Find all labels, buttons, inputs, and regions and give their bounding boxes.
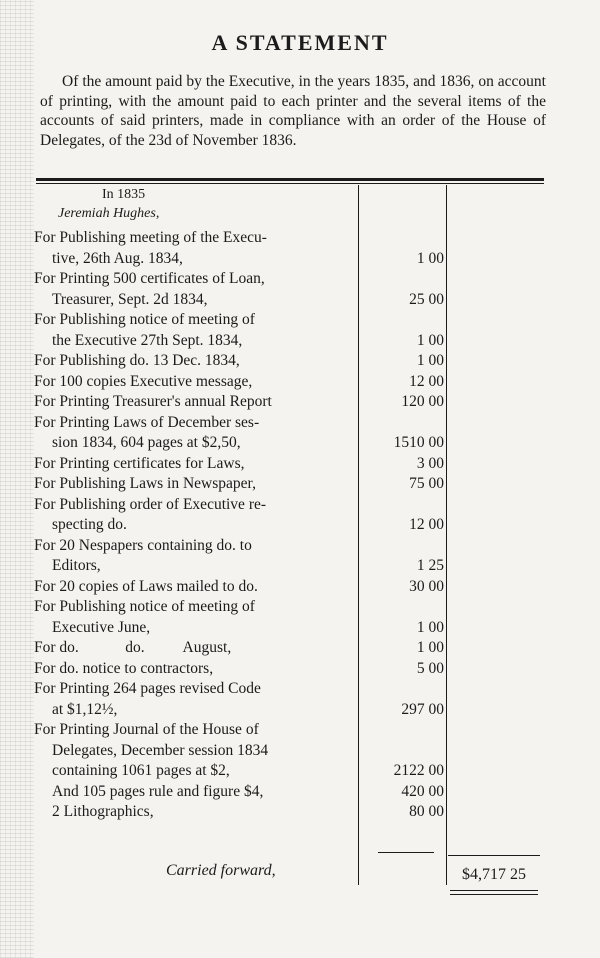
entry-amount: 1 00 — [416, 618, 444, 636]
list-item — [0, 577, 600, 598]
entry-line-continued: Executive June, — [52, 618, 151, 636]
list-item — [0, 392, 600, 413]
entry-line: For Printing 264 pages revised Code — [34, 680, 261, 697]
entry-line-continued: containing 1061 pages at $2, — [52, 762, 230, 779]
entry-line-continued: Treasurer, Sept. 2d 1834, — [52, 290, 208, 308]
entry-line: For Publishing do. 13 Dec. 1834, — [34, 352, 240, 369]
entry-description — [34, 761, 354, 782]
entry-description — [34, 392, 354, 413]
list-item — [0, 597, 600, 638]
entry-amount: 1 00 — [416, 352, 444, 369]
entry-description — [34, 802, 354, 823]
list-item — [0, 413, 600, 454]
entry-amount: 3 00 — [416, 454, 444, 472]
entry-amount: 80 00 — [409, 803, 444, 820]
entry-line-continued: And 105 pages rule and figure $4, — [52, 782, 264, 800]
entry-amount: 25 00 — [409, 290, 444, 308]
total-underline-thin — [450, 894, 538, 895]
entry-amount: 2122 00 — [393, 762, 444, 779]
list-item — [0, 351, 600, 372]
entry-description — [34, 720, 354, 761]
entry-description — [34, 659, 354, 680]
entry-line-continued: the Executive 27th Sept. 1834, — [52, 331, 243, 349]
list-item — [0, 495, 600, 536]
list-item — [0, 536, 600, 577]
list-item — [0, 474, 600, 495]
entry-amount: 30 00 — [409, 577, 444, 595]
list-item — [0, 659, 600, 680]
entry-description — [34, 782, 354, 803]
entry-amount: 420 00 — [401, 782, 444, 800]
entry-line: For 20 Nespapers containing do. to — [34, 536, 252, 554]
entry-line: For Printing Treasurer's annual Report — [34, 393, 272, 410]
entry-line-continued: tive, 26th Aug. 1834, — [52, 249, 183, 267]
document-title: A STATEMENT — [211, 30, 389, 55]
entry-amount: 1510 00 — [393, 434, 444, 451]
entry-line-continued: specting do. — [52, 516, 127, 533]
list-item — [0, 802, 600, 823]
carried-forward-total: $4,717 25 — [462, 866, 526, 883]
entry-description — [34, 454, 354, 475]
entry-line: For Publishing notice of meeting of — [34, 311, 255, 328]
entry-amount: 1 00 — [416, 249, 444, 267]
header-rule-thick — [36, 178, 544, 181]
entry-amount: 75 00 — [409, 475, 444, 492]
entry-description — [34, 536, 354, 577]
list-item — [0, 269, 600, 310]
list-item — [0, 720, 600, 761]
entry-line: For Publishing meeting of the Execu- — [34, 229, 267, 246]
entry-line: For Publishing Laws in Newspaper, — [34, 475, 256, 492]
intro-text: Of the amount paid by the Executive, in the years 1835, and 1836, on account of printing, with the amount paid to each printer and the several items of the accounts of said printers, made in compliance with an order of the House of Delegates, of the 23d of November 1836. — [40, 73, 546, 149]
entry-description — [34, 351, 354, 372]
intro-paragraph — [40, 72, 546, 150]
entry-amount: 1 00 — [416, 331, 444, 349]
list-item — [0, 372, 600, 393]
entry-line: For Publishing notice of meeting of — [34, 598, 255, 615]
entry-amount: 297 00 — [401, 700, 444, 718]
header-rule-thin — [36, 183, 544, 184]
entry-amount: 12 00 — [409, 516, 444, 533]
entry-line-continued: sion 1834, 604 pages at $2,50, — [52, 434, 241, 451]
list-item — [0, 761, 600, 782]
entry-line: For 100 copies Executive message, — [34, 372, 253, 390]
entry-line-continued: 2 Lithographics, — [52, 803, 154, 820]
entry-line: For Publishing order of Executive re- — [34, 495, 267, 513]
carried-forward-label: Carried forward, — [166, 862, 276, 879]
total-underline — [450, 890, 538, 891]
entry-amount: 120 00 — [401, 393, 444, 410]
entry-line: For do. do. August, — [34, 639, 232, 656]
entry-description — [34, 474, 354, 495]
list-item — [0, 310, 600, 351]
entry-line: For 20 copies of Laws mailed to do. — [34, 577, 258, 595]
payee-name: Jeremiah Hughes, — [58, 206, 160, 221]
entry-description — [34, 495, 354, 536]
entry-line: For Printing certificates for Laws, — [34, 454, 245, 472]
subtotal-rule — [378, 852, 434, 853]
entry-description — [34, 413, 354, 454]
entry-line-continued: at $1,12½, — [52, 700, 118, 718]
entry-description — [34, 597, 354, 638]
entry-line-continued: Editors, — [52, 557, 101, 574]
list-item — [0, 228, 600, 269]
entry-line: For Printing Laws of December ses- — [34, 413, 260, 431]
entry-line: For Printing 500 certificates of Loan, — [34, 270, 265, 287]
list-item — [0, 782, 600, 803]
entry-description — [34, 638, 354, 659]
entry-amount: 12 00 — [409, 372, 444, 390]
list-item — [0, 638, 600, 659]
entry-description — [34, 372, 354, 393]
total-rule — [448, 855, 540, 856]
entry-description — [34, 679, 354, 720]
list-item — [0, 679, 600, 720]
year-label: In 1835 — [102, 187, 146, 202]
list-item — [0, 454, 600, 475]
entry-description — [34, 228, 354, 269]
entry-amount: 1 00 — [416, 639, 444, 656]
entry-description — [34, 577, 354, 598]
entry-description — [34, 310, 354, 351]
entry-amount: 5 00 — [416, 659, 444, 677]
entry-line-continued: Delegates, December session 1834 — [52, 741, 269, 759]
entry-description — [34, 269, 354, 310]
entry-amount: 1 25 — [416, 557, 444, 574]
entry-line: For do. notice to contractors, — [34, 659, 214, 677]
entries-list — [0, 228, 600, 823]
entry-line: For Printing Journal of the House of — [34, 721, 259, 738]
